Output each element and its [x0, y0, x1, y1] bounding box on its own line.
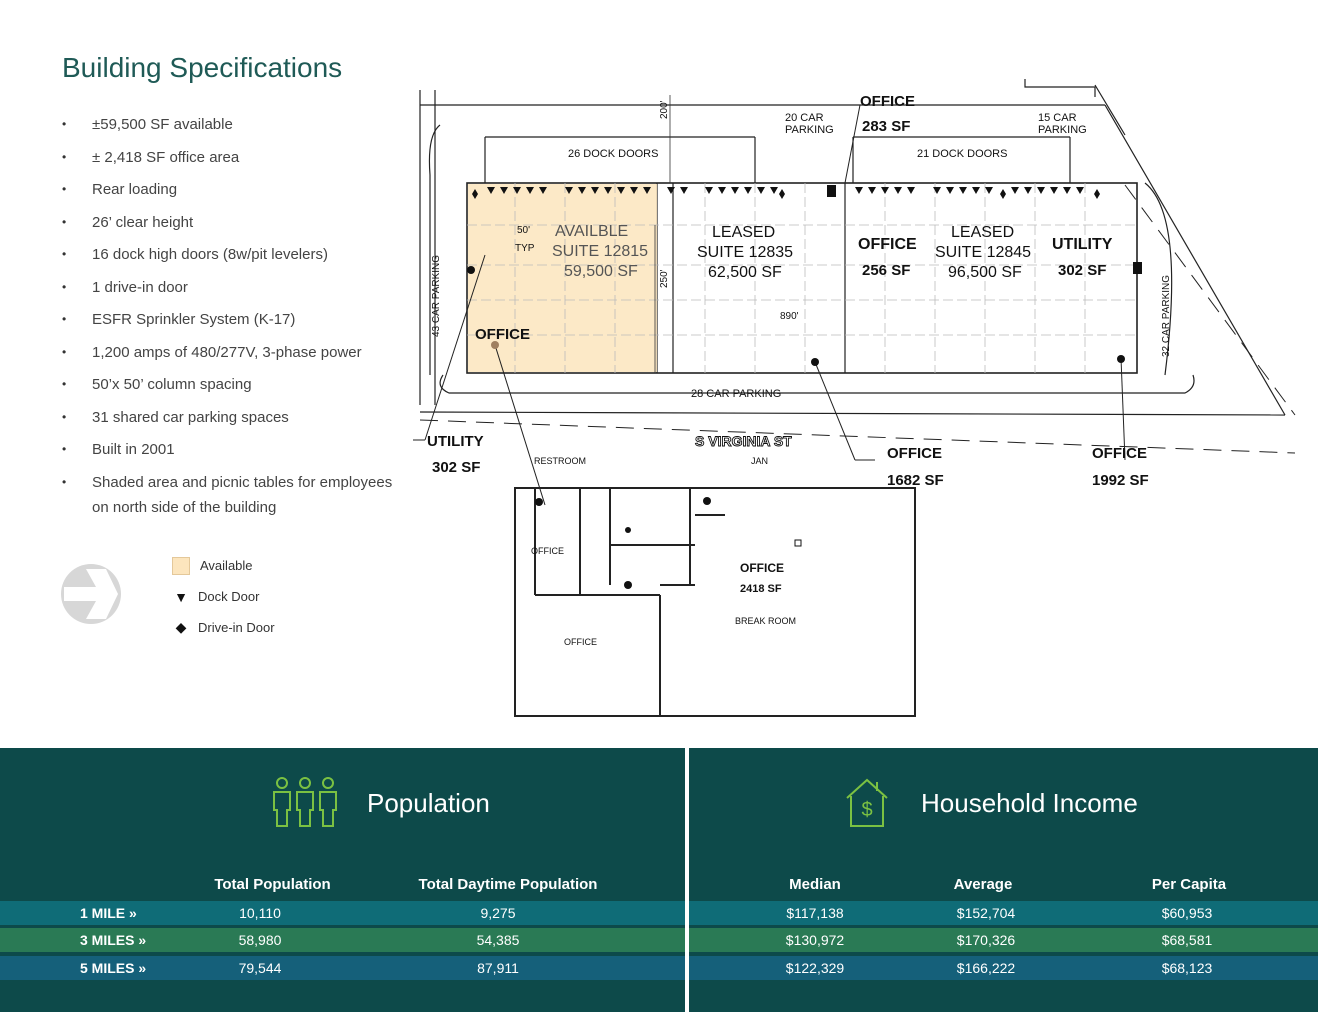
plan-label: LEASED	[712, 224, 776, 241]
plan-label: 2418 SF	[740, 583, 782, 595]
plan-label: BREAK ROOM	[735, 616, 797, 626]
plan-label: 62,500 SF	[708, 264, 782, 281]
spec-item: • ±59,500 SF available	[62, 112, 407, 137]
col-per-capita: Per Capita	[1151, 876, 1227, 893]
plan-label: 43 CAR PARKING	[431, 254, 442, 337]
plan-label: OFFICE	[531, 546, 564, 556]
plan-label: 28 CAR PARKING	[691, 388, 782, 400]
available-swatch-icon	[172, 557, 190, 575]
population-title: Population	[367, 788, 490, 818]
cell-per-capita: $68,123	[1161, 960, 1213, 976]
dock-door-icon: ▼	[174, 588, 188, 605]
plan-label: 200'	[659, 100, 670, 119]
cell-daytime: 9,275	[480, 905, 516, 921]
legend-label: Drive-in Door	[198, 620, 275, 635]
svg-text:$: $	[861, 799, 873, 821]
plan-label: LEASED	[951, 224, 1015, 241]
row-label: 1 MILE »	[80, 905, 137, 921]
plan-label: 20 CAR	[785, 112, 824, 124]
plan-label: OFFICE	[858, 236, 917, 253]
spec-item: • 26’ clear height	[62, 210, 407, 235]
plan-label: 59,500 SF	[564, 263, 638, 280]
plan-label: 256 SF	[862, 262, 911, 279]
col-average: Average	[953, 876, 1013, 893]
col-daytime-population: Total Daytime Population	[418, 876, 598, 893]
plan-label: 26 DOCK DOORS	[568, 148, 659, 160]
plan-label: 50'	[517, 225, 531, 236]
plan-label: PARKING	[1038, 124, 1087, 136]
spec-item: • ESFR Sprinkler System (K-17)	[62, 307, 407, 332]
spec-item: • Shaded area and picnic tables for employees on north side of the building	[62, 470, 407, 520]
plan-label: SUITE 12815	[552, 243, 649, 260]
plan-label: OFFICE	[475, 326, 530, 343]
plan-label: 302 SF	[1058, 262, 1107, 279]
plan-label: 250'	[659, 269, 670, 288]
plan-label: SUITE 12835	[697, 244, 794, 261]
plan-label: JAN	[751, 456, 769, 466]
spec-item: • 1 drive-in door	[62, 275, 407, 300]
plan-label: TYP	[515, 243, 535, 254]
cell-average: $170,326	[956, 932, 1016, 948]
page-title: Building Specifications	[62, 52, 343, 83]
spec-item: • Rear loading	[62, 177, 407, 202]
site-plan	[405, 75, 1305, 740]
drive-in-door-icon: ◆	[175, 619, 187, 635]
plan-label: 283 SF	[862, 118, 911, 135]
legend-label: Available	[200, 558, 253, 573]
row-label: 3 MILES »	[80, 932, 147, 948]
plan-label: OFFICE	[1092, 445, 1147, 462]
plan-label: 302 SF	[432, 459, 481, 476]
legend-drive-in-door	[172, 612, 275, 643]
plan-label: UTILITY	[1052, 236, 1113, 253]
population-icon	[270, 776, 340, 830]
cell-median: $122,329	[785, 960, 845, 976]
col-total-population: Total Population	[214, 876, 331, 893]
plan-label: 32 CAR PARKING	[1161, 274, 1172, 357]
legend-available	[172, 550, 275, 581]
plan-label: 21 DOCK DOORS	[917, 148, 1008, 160]
cell-median: $117,138	[786, 905, 844, 921]
spec-item: • 50’x 50’ column spacing	[62, 372, 407, 397]
plan-label: OFFICE	[740, 561, 784, 575]
plan-label: 1992 SF	[1092, 472, 1149, 489]
legend-dock-door	[172, 581, 275, 612]
cell-median: $130,972	[785, 932, 845, 948]
legend	[172, 550, 275, 643]
table-row	[0, 956, 1318, 980]
plan-label: AVAILBLE	[555, 223, 629, 240]
plan-label: OFFICE	[564, 637, 597, 647]
legend-label: Dock Door	[198, 589, 260, 604]
street-label: S VIRGINIA ST	[695, 433, 792, 449]
plan-label: OFFICE	[887, 445, 942, 462]
cell-pop: 79,544	[238, 960, 282, 976]
spec-list	[62, 112, 407, 527]
plan-label: 15 CAR	[1038, 112, 1077, 124]
plan-label: 890'	[780, 311, 799, 322]
spec-item: • Built in 2001	[62, 437, 407, 462]
plan-label: PARKING	[785, 124, 834, 136]
col-median: Median	[789, 876, 841, 893]
spec-item: • ± 2,418 SF office area	[62, 145, 407, 170]
house-dollar-icon	[843, 776, 891, 828]
plan-label: 1682 SF	[887, 472, 944, 489]
cell-per-capita: $60,953	[1161, 905, 1213, 921]
plan-label: UTILITY	[427, 433, 484, 450]
income-title: Household Income	[921, 788, 1138, 818]
spec-item: • 1,200 amps of 480/277V, 3-phase power	[62, 340, 407, 365]
spec-item: • 16 dock high doors (8w/pit levelers)	[62, 242, 407, 267]
cell-daytime: 87,911	[477, 960, 519, 976]
cell-pop: 10,110	[239, 905, 281, 921]
table-row	[0, 901, 1318, 925]
panel-divider	[685, 748, 689, 1012]
cell-daytime: 54,385	[476, 932, 520, 948]
cell-average: $152,704	[956, 905, 1016, 921]
cell-average: $166,222	[956, 960, 1016, 976]
brand-logo-icon	[60, 563, 122, 625]
plan-label: SUITE 12845	[935, 244, 1032, 261]
plan-label: OFFICE	[860, 93, 915, 110]
plan-label: 96,500 SF	[948, 264, 1022, 281]
row-label: 5 MILES »	[80, 960, 147, 976]
table-row	[0, 928, 1318, 952]
cell-per-capita: $68,581	[1161, 932, 1213, 948]
cell-pop: 58,980	[238, 932, 282, 948]
spec-item: • 31 shared car parking spaces	[62, 405, 407, 430]
plan-label: RESTROOM	[534, 456, 587, 466]
